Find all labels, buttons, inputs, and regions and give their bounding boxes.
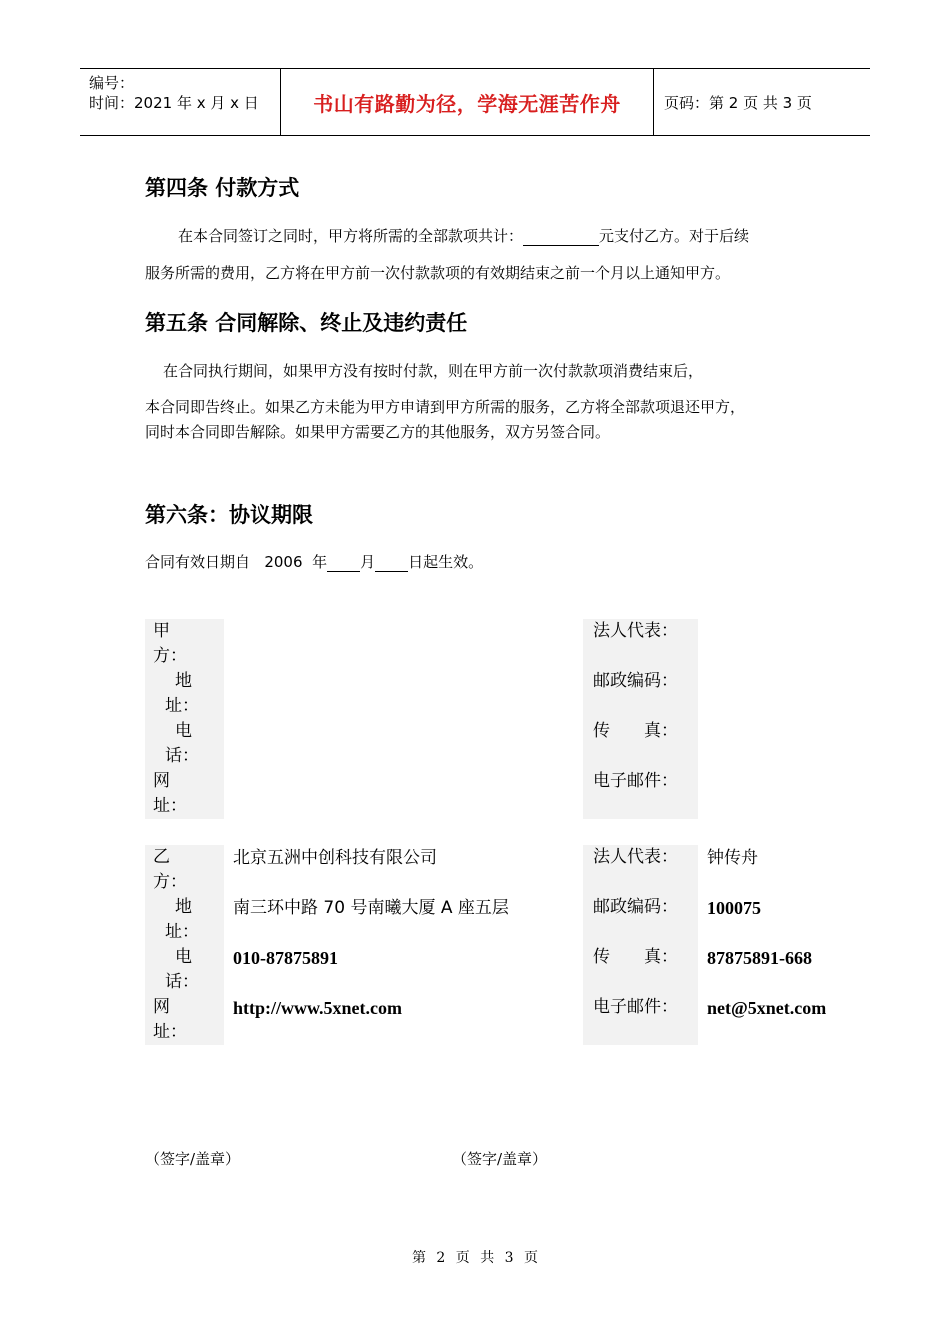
- party-b-website: http://www.5xnet.com: [233, 998, 402, 1018]
- party-b-name: 北京五洲中创科技有限公司: [233, 848, 437, 868]
- party-b-fax: 87875891-668: [707, 948, 812, 968]
- section4-line2: 服务所需的费用，乙方将在甲方前一次付款款项的有效期结束之前一个月以上通知甲方。: [145, 264, 731, 282]
- section6-line: [145, 552, 483, 572]
- header-meta: [80, 69, 281, 135]
- party-b-postal: 100075: [707, 898, 761, 918]
- motto-text: 书山有路勤为径，学海无涯苦作舟: [313, 91, 621, 116]
- page-info-text: 页码：第 2 页 共 3 页: [664, 93, 812, 112]
- section4-line1-post: 元支付乙方。对于后续: [599, 227, 750, 245]
- validity-year-unit: 年: [312, 553, 328, 571]
- section5-line2: 本合同即告终止。如果乙方未能为甲方申请到甲方所需的服务，乙方将全部款项退还甲方，: [145, 398, 746, 416]
- party-a-postal-label: 邮政编码：: [583, 669, 698, 719]
- party-b-email: net@5xnet.com: [707, 998, 827, 1018]
- party-a-name-label: 甲 方：: [145, 619, 224, 669]
- party-b-phone: 010-87875891: [233, 948, 338, 968]
- page-header: [80, 68, 870, 136]
- validity-pre: 合同有效日期自: [145, 553, 251, 571]
- header-motto: [281, 69, 654, 135]
- header-page-info: [654, 69, 870, 135]
- party-b-fax-label: 传 真：: [583, 945, 698, 995]
- party-b-address-label: 地 址：: [145, 895, 224, 945]
- party-b-address: 南三环中路 70 号南曦大厦 A 座五层: [233, 898, 509, 918]
- section5-line3: 同时本合同即告解除。如果甲方需要乙方的其他服务，双方另签合同。: [145, 423, 611, 441]
- party-a-address-label: 地 址：: [145, 669, 224, 719]
- day-blank: [375, 555, 408, 572]
- party-a-email-label: 电子邮件：: [583, 769, 698, 819]
- party-a-legal-label: 法人代表：: [583, 619, 698, 669]
- section4-line1: [178, 226, 749, 246]
- section4-title: 第四条 付款方式: [145, 176, 300, 200]
- party-b-name-label: 乙 方：: [145, 845, 224, 895]
- section5-title: 第五条 合同解除、终止及违约责任: [145, 311, 468, 335]
- section4-line1-pre: 在本合同签订之同时，甲方将所需的全部款项共计：: [178, 227, 524, 245]
- section6-title: 第六条：协议期限: [145, 503, 313, 527]
- party-b-email-label: 电子邮件：: [583, 995, 698, 1045]
- validity-day-unit: 日起生效。: [408, 553, 484, 571]
- party-b-legal-label: 法人代表：: [583, 845, 698, 895]
- party-a-signature: （签字/盖章）: [145, 1150, 241, 1168]
- party-b-postal-label: 邮政编码：: [583, 895, 698, 945]
- party-a-website-label: 网 址：: [145, 769, 224, 819]
- section5-line1: 在合同执行期间，如果甲方没有按时付款，则在甲方前一次付款款项消费结束后，: [163, 362, 704, 380]
- party-a-phone-label: 电 话：: [145, 719, 224, 769]
- validity-year: 2006: [264, 553, 303, 571]
- document-date: 时间：2021 年 x 月 x 日: [89, 94, 259, 112]
- month-blank: [327, 555, 360, 572]
- party-b-phone-label: 电 话：: [145, 945, 224, 995]
- validity-month-unit: 月: [360, 553, 376, 571]
- party-a-fax-label: 传 真：: [583, 719, 698, 769]
- document-number-label: 编号：: [89, 74, 135, 92]
- amount-blank: [523, 229, 599, 246]
- page-footer: 第 2 页 共 3 页: [411, 1250, 539, 1266]
- party-b-legal: 钟传舟: [707, 848, 758, 868]
- party-b-website-label: 网 址：: [145, 995, 224, 1045]
- party-b-signature: （签字/盖章）: [452, 1150, 548, 1168]
